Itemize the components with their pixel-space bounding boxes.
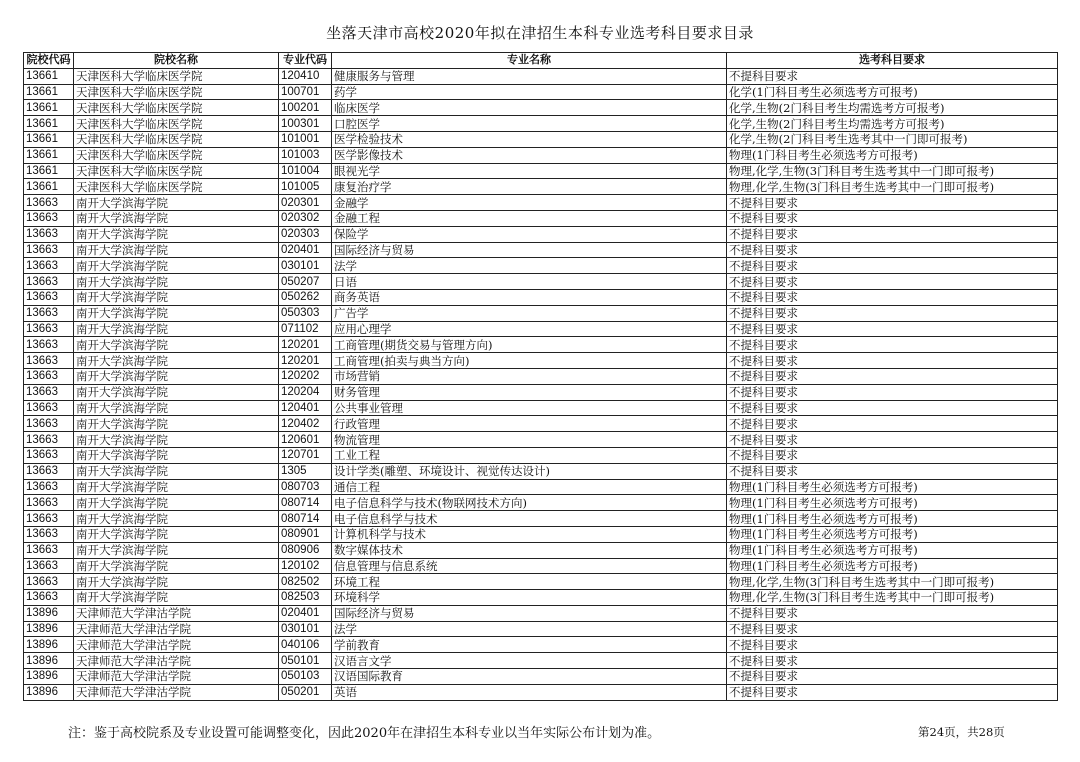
major-name-cell: 汉语国际教育 — [332, 669, 727, 685]
header-major-name: 专业名称 — [332, 53, 727, 69]
requirement-cell: 不提科目要求 — [727, 621, 1058, 637]
major-name-cell: 工商管理(拍卖与典当方向) — [332, 353, 727, 369]
school-name-cell: 南开大学滨海学院 — [74, 511, 279, 527]
major-code-cell: 080703 — [279, 479, 332, 495]
school-name-cell: 南开大学滨海学院 — [74, 289, 279, 305]
school-code-cell: 13663 — [24, 558, 74, 574]
school-code-cell: 13663 — [24, 416, 74, 432]
major-code-cell: 101005 — [279, 179, 332, 195]
table-row — [24, 447, 1058, 463]
requirement-cell: 物理(1门科目考生必须选考方可报考) — [727, 147, 1058, 163]
table-row — [24, 258, 1058, 274]
requirement-cell: 不提科目要求 — [727, 195, 1058, 211]
table-row — [24, 605, 1058, 621]
school-name-cell: 天津师范大学津沽学院 — [74, 637, 279, 653]
school-name-cell: 天津师范大学津沽学院 — [74, 669, 279, 685]
table-row — [24, 574, 1058, 590]
school-name-cell: 南开大学滨海学院 — [74, 305, 279, 321]
requirement-cell: 不提科目要求 — [727, 432, 1058, 448]
requirement-cell: 物理(1门科目考生必须选考方可报考) — [727, 479, 1058, 495]
major-code-cell: 050103 — [279, 669, 332, 685]
school-code-cell: 13663 — [24, 242, 74, 258]
requirement-cell: 物理,化学,生物(3门科目考生选考其中一门即可报考) — [727, 163, 1058, 179]
requirement-cell: 化学,生物(2门科目考生选考其中一门即可报考) — [727, 131, 1058, 147]
major-code-cell: 100701 — [279, 84, 332, 100]
major-name-cell: 健康服务与管理 — [332, 68, 727, 84]
table-row — [24, 479, 1058, 495]
school-name-cell: 天津医科大学临床医学院 — [74, 116, 279, 132]
table-row — [24, 116, 1058, 132]
major-code-cell: 020401 — [279, 242, 332, 258]
requirement-cell: 不提科目要求 — [727, 289, 1058, 305]
table-row — [24, 463, 1058, 479]
major-code-cell: 071102 — [279, 321, 332, 337]
major-code-cell: 080901 — [279, 526, 332, 542]
table-row — [24, 558, 1058, 574]
header-major-code: 专业代码 — [279, 53, 332, 69]
school-code-cell: 13663 — [24, 526, 74, 542]
major-name-cell: 国际经济与贸易 — [332, 242, 727, 258]
major-name-cell: 电子信息科学与技术(物联网技术方向) — [332, 495, 727, 511]
major-name-cell: 医学影像技术 — [332, 147, 727, 163]
requirement-cell: 不提科目要求 — [727, 210, 1058, 226]
major-name-cell: 工商管理(期货交易与管理方向) — [332, 337, 727, 353]
major-code-cell: 050207 — [279, 274, 332, 290]
major-name-cell: 应用心理学 — [332, 321, 727, 337]
school-name-cell: 天津师范大学津沽学院 — [74, 621, 279, 637]
school-name-cell: 天津师范大学津沽学院 — [74, 653, 279, 669]
subject-requirements-table — [23, 52, 1058, 701]
major-name-cell: 环境科学 — [332, 590, 727, 606]
school-name-cell: 南开大学滨海学院 — [74, 479, 279, 495]
table-row — [24, 242, 1058, 258]
major-code-cell: 020401 — [279, 605, 332, 621]
school-code-cell: 13663 — [24, 511, 74, 527]
major-code-cell: 080714 — [279, 495, 332, 511]
header-school-code: 院校代码 — [24, 53, 74, 69]
table-row — [24, 684, 1058, 700]
major-code-cell: 101003 — [279, 147, 332, 163]
requirement-cell: 不提科目要求 — [727, 337, 1058, 353]
school-code-cell: 13663 — [24, 432, 74, 448]
school-code-cell: 13661 — [24, 147, 74, 163]
school-code-cell: 13663 — [24, 463, 74, 479]
school-name-cell: 南开大学滨海学院 — [74, 258, 279, 274]
requirement-cell: 物理(1门科目考生必须选考方可报考) — [727, 495, 1058, 511]
table-row — [24, 400, 1058, 416]
major-name-cell: 口腔医学 — [332, 116, 727, 132]
major-name-cell: 设计学类(雕塑、环境设计、视觉传达设计) — [332, 463, 727, 479]
major-code-cell: 120410 — [279, 68, 332, 84]
major-name-cell: 电子信息科学与技术 — [332, 511, 727, 527]
footer-note: 注：鉴于高校院系及专业设置可能调整变化，因此2020年在津招生本科专业以当年实际公布计划为准。 — [68, 726, 661, 741]
major-name-cell: 药学 — [332, 84, 727, 100]
table-row — [24, 590, 1058, 606]
table-row — [24, 653, 1058, 669]
requirement-cell: 不提科目要求 — [727, 305, 1058, 321]
school-name-cell: 南开大学滨海学院 — [74, 242, 279, 258]
school-name-cell: 南开大学滨海学院 — [74, 274, 279, 290]
major-name-cell: 通信工程 — [332, 479, 727, 495]
school-name-cell: 天津师范大学津沽学院 — [74, 684, 279, 700]
school-name-cell: 南开大学滨海学院 — [74, 400, 279, 416]
major-name-cell: 金融学 — [332, 195, 727, 211]
table-header — [24, 53, 1058, 69]
major-code-cell: 080906 — [279, 542, 332, 558]
requirement-cell: 化学,生物(2门科目考生均需选考方可报考) — [727, 100, 1058, 116]
requirement-cell: 不提科目要求 — [727, 321, 1058, 337]
school-name-cell: 南开大学滨海学院 — [74, 590, 279, 606]
school-code-cell: 13663 — [24, 226, 74, 242]
school-name-cell: 南开大学滨海学院 — [74, 226, 279, 242]
requirement-cell: 不提科目要求 — [727, 416, 1058, 432]
requirement-cell: 不提科目要求 — [727, 669, 1058, 685]
requirement-cell: 不提科目要求 — [727, 447, 1058, 463]
school-code-cell: 13896 — [24, 653, 74, 669]
requirement-cell: 不提科目要求 — [727, 274, 1058, 290]
school-code-cell: 13663 — [24, 479, 74, 495]
school-code-cell: 13663 — [24, 542, 74, 558]
table-row — [24, 368, 1058, 384]
table-row — [24, 131, 1058, 147]
major-code-cell: 101001 — [279, 131, 332, 147]
school-code-cell: 13663 — [24, 210, 74, 226]
school-code-cell: 13663 — [24, 495, 74, 511]
table-row — [24, 100, 1058, 116]
major-name-cell: 环境工程 — [332, 574, 727, 590]
school-code-cell: 13896 — [24, 621, 74, 637]
major-code-cell: 120201 — [279, 353, 332, 369]
major-code-cell: 120401 — [279, 400, 332, 416]
table-row — [24, 669, 1058, 685]
school-name-cell: 天津医科大学临床医学院 — [74, 131, 279, 147]
school-name-cell: 南开大学滨海学院 — [74, 432, 279, 448]
major-name-cell: 英语 — [332, 684, 727, 700]
major-name-cell: 医学检验技术 — [332, 131, 727, 147]
major-code-cell: 040106 — [279, 637, 332, 653]
school-code-cell: 13663 — [24, 258, 74, 274]
table-row — [24, 337, 1058, 353]
school-name-cell: 天津师范大学津沽学院 — [74, 605, 279, 621]
school-code-cell: 13896 — [24, 637, 74, 653]
school-name-cell: 天津医科大学临床医学院 — [74, 147, 279, 163]
requirement-cell: 不提科目要求 — [727, 258, 1058, 274]
school-name-cell: 天津医科大学临床医学院 — [74, 68, 279, 84]
school-name-cell: 南开大学滨海学院 — [74, 195, 279, 211]
school-name-cell: 南开大学滨海学院 — [74, 542, 279, 558]
school-name-cell: 南开大学滨海学院 — [74, 321, 279, 337]
requirement-cell: 物理(1门科目考生必须选考方可报考) — [727, 558, 1058, 574]
major-name-cell: 金融工程 — [332, 210, 727, 226]
major-name-cell: 学前教育 — [332, 637, 727, 653]
requirement-cell: 不提科目要求 — [727, 653, 1058, 669]
school-name-cell: 南开大学滨海学院 — [74, 495, 279, 511]
major-name-cell: 公共事业管理 — [332, 400, 727, 416]
table-row — [24, 495, 1058, 511]
table-row — [24, 637, 1058, 653]
requirement-cell: 物理,化学,生物(3门科目考生选考其中一门即可报考) — [727, 574, 1058, 590]
requirement-cell: 物理(1门科目考生必须选考方可报考) — [727, 526, 1058, 542]
table-row — [24, 621, 1058, 637]
school-code-cell: 13663 — [24, 274, 74, 290]
school-name-cell: 南开大学滨海学院 — [74, 558, 279, 574]
table-row — [24, 526, 1058, 542]
major-code-cell: 020301 — [279, 195, 332, 211]
requirement-cell: 化学(1门科目考生必须选考方可报考) — [727, 84, 1058, 100]
major-code-cell: 120202 — [279, 368, 332, 384]
requirement-cell: 不提科目要求 — [727, 637, 1058, 653]
major-code-cell: 050201 — [279, 684, 332, 700]
table-row — [24, 210, 1058, 226]
table-row — [24, 305, 1058, 321]
major-code-cell: 050303 — [279, 305, 332, 321]
major-name-cell: 汉语言文学 — [332, 653, 727, 669]
school-code-cell: 13663 — [24, 447, 74, 463]
table-row — [24, 384, 1058, 400]
school-name-cell: 南开大学滨海学院 — [74, 210, 279, 226]
table-row — [24, 147, 1058, 163]
major-code-cell: 080714 — [279, 511, 332, 527]
major-code-cell: 100201 — [279, 100, 332, 116]
school-code-cell: 13663 — [24, 574, 74, 590]
table-row — [24, 416, 1058, 432]
requirement-cell: 物理,化学,生物(3门科目考生选考其中一门即可报考) — [727, 179, 1058, 195]
requirement-cell: 不提科目要求 — [727, 463, 1058, 479]
requirement-cell: 不提科目要求 — [727, 605, 1058, 621]
school-code-cell: 13663 — [24, 400, 74, 416]
major-name-cell: 行政管理 — [332, 416, 727, 432]
school-code-cell: 13663 — [24, 590, 74, 606]
major-code-cell: 100301 — [279, 116, 332, 132]
major-name-cell: 法学 — [332, 258, 727, 274]
major-code-cell: 101004 — [279, 163, 332, 179]
school-code-cell: 13661 — [24, 116, 74, 132]
school-name-cell: 南开大学滨海学院 — [74, 353, 279, 369]
requirement-cell: 物理,化学,生物(3门科目考生选考其中一门即可报考) — [727, 590, 1058, 606]
table-row — [24, 542, 1058, 558]
school-name-cell: 天津医科大学临床医学院 — [74, 100, 279, 116]
requirement-cell: 物理(1门科目考生必须选考方可报考) — [727, 511, 1058, 527]
school-code-cell: 13663 — [24, 195, 74, 211]
major-code-cell: 020302 — [279, 210, 332, 226]
table-row — [24, 432, 1058, 448]
school-name-cell: 南开大学滨海学院 — [74, 574, 279, 590]
school-code-cell: 13661 — [24, 131, 74, 147]
school-code-cell: 13896 — [24, 605, 74, 621]
major-code-cell: 120102 — [279, 558, 332, 574]
school-name-cell: 南开大学滨海学院 — [74, 368, 279, 384]
school-code-cell: 13896 — [24, 669, 74, 685]
table-row — [24, 179, 1058, 195]
school-code-cell: 13661 — [24, 179, 74, 195]
table-row — [24, 289, 1058, 305]
table-row — [24, 511, 1058, 527]
school-code-cell: 13663 — [24, 384, 74, 400]
major-code-cell: 120204 — [279, 384, 332, 400]
requirement-cell: 不提科目要求 — [727, 684, 1058, 700]
major-code-cell: 120402 — [279, 416, 332, 432]
major-name-cell: 商务英语 — [332, 289, 727, 305]
table-row — [24, 226, 1058, 242]
school-name-cell: 南开大学滨海学院 — [74, 447, 279, 463]
requirement-cell: 化学,生物(2门科目考生均需选考方可报考) — [727, 116, 1058, 132]
school-name-cell: 南开大学滨海学院 — [74, 416, 279, 432]
school-name-cell: 南开大学滨海学院 — [74, 337, 279, 353]
major-code-cell: 020303 — [279, 226, 332, 242]
school-name-cell: 天津医科大学临床医学院 — [74, 179, 279, 195]
major-name-cell: 数字媒体技术 — [332, 542, 727, 558]
major-name-cell: 财务管理 — [332, 384, 727, 400]
major-code-cell: 050101 — [279, 653, 332, 669]
major-name-cell: 国际经济与贸易 — [332, 605, 727, 621]
major-name-cell: 康复治疗学 — [332, 179, 727, 195]
major-name-cell: 临床医学 — [332, 100, 727, 116]
major-name-cell: 信息管理与信息系统 — [332, 558, 727, 574]
major-name-cell: 保险学 — [332, 226, 727, 242]
school-code-cell: 13663 — [24, 368, 74, 384]
table-row — [24, 68, 1058, 84]
school-code-cell: 13663 — [24, 305, 74, 321]
major-code-cell: 120601 — [279, 432, 332, 448]
page-info: 第24页，共28页 — [918, 725, 1005, 739]
major-code-cell: 030101 — [279, 258, 332, 274]
table-row — [24, 163, 1058, 179]
requirement-cell: 不提科目要求 — [727, 68, 1058, 84]
major-code-cell: 120701 — [279, 447, 332, 463]
major-code-cell: 030101 — [279, 621, 332, 637]
school-name-cell: 南开大学滨海学院 — [74, 526, 279, 542]
major-name-cell: 日语 — [332, 274, 727, 290]
major-code-cell: 082502 — [279, 574, 332, 590]
major-name-cell: 市场营销 — [332, 368, 727, 384]
table-row — [24, 84, 1058, 100]
school-code-cell: 13661 — [24, 68, 74, 84]
major-code-cell: 082503 — [279, 590, 332, 606]
school-code-cell: 13661 — [24, 84, 74, 100]
school-name-cell: 天津医科大学临床医学院 — [74, 163, 279, 179]
requirement-cell: 不提科目要求 — [727, 384, 1058, 400]
major-name-cell: 物流管理 — [332, 432, 727, 448]
major-name-cell: 广告学 — [332, 305, 727, 321]
table-body — [24, 68, 1058, 700]
requirement-cell: 不提科目要求 — [727, 400, 1058, 416]
header-school-name: 院校名称 — [74, 53, 279, 69]
school-code-cell: 13663 — [24, 353, 74, 369]
major-code-cell: 050262 — [279, 289, 332, 305]
table-row — [24, 353, 1058, 369]
requirement-cell: 不提科目要求 — [727, 368, 1058, 384]
major-name-cell: 法学 — [332, 621, 727, 637]
requirement-cell: 不提科目要求 — [727, 226, 1058, 242]
school-name-cell: 天津医科大学临床医学院 — [74, 84, 279, 100]
school-name-cell: 南开大学滨海学院 — [74, 384, 279, 400]
school-code-cell: 13663 — [24, 289, 74, 305]
table-row — [24, 274, 1058, 290]
school-code-cell: 13661 — [24, 100, 74, 116]
school-code-cell: 13663 — [24, 337, 74, 353]
table-row — [24, 195, 1058, 211]
school-code-cell: 13896 — [24, 684, 74, 700]
school-name-cell: 南开大学滨海学院 — [74, 463, 279, 479]
major-name-cell: 眼视光学 — [332, 163, 727, 179]
major-name-cell: 计算机科学与技术 — [332, 526, 727, 542]
requirement-cell: 物理(1门科目考生必须选考方可报考) — [727, 542, 1058, 558]
header-subject-requirement: 选考科目要求 — [727, 53, 1058, 69]
requirement-cell: 不提科目要求 — [727, 353, 1058, 369]
major-code-cell: 120201 — [279, 337, 332, 353]
document-title: 坐落天津市高校2020年拟在津招生本科专业选考科目要求目录 — [326, 24, 754, 42]
major-code-cell: 1305 — [279, 463, 332, 479]
school-code-cell: 13661 — [24, 163, 74, 179]
school-code-cell: 13663 — [24, 321, 74, 337]
requirement-cell: 不提科目要求 — [727, 242, 1058, 258]
header-row — [24, 53, 1058, 69]
table-row — [24, 321, 1058, 337]
major-name-cell: 工业工程 — [332, 447, 727, 463]
